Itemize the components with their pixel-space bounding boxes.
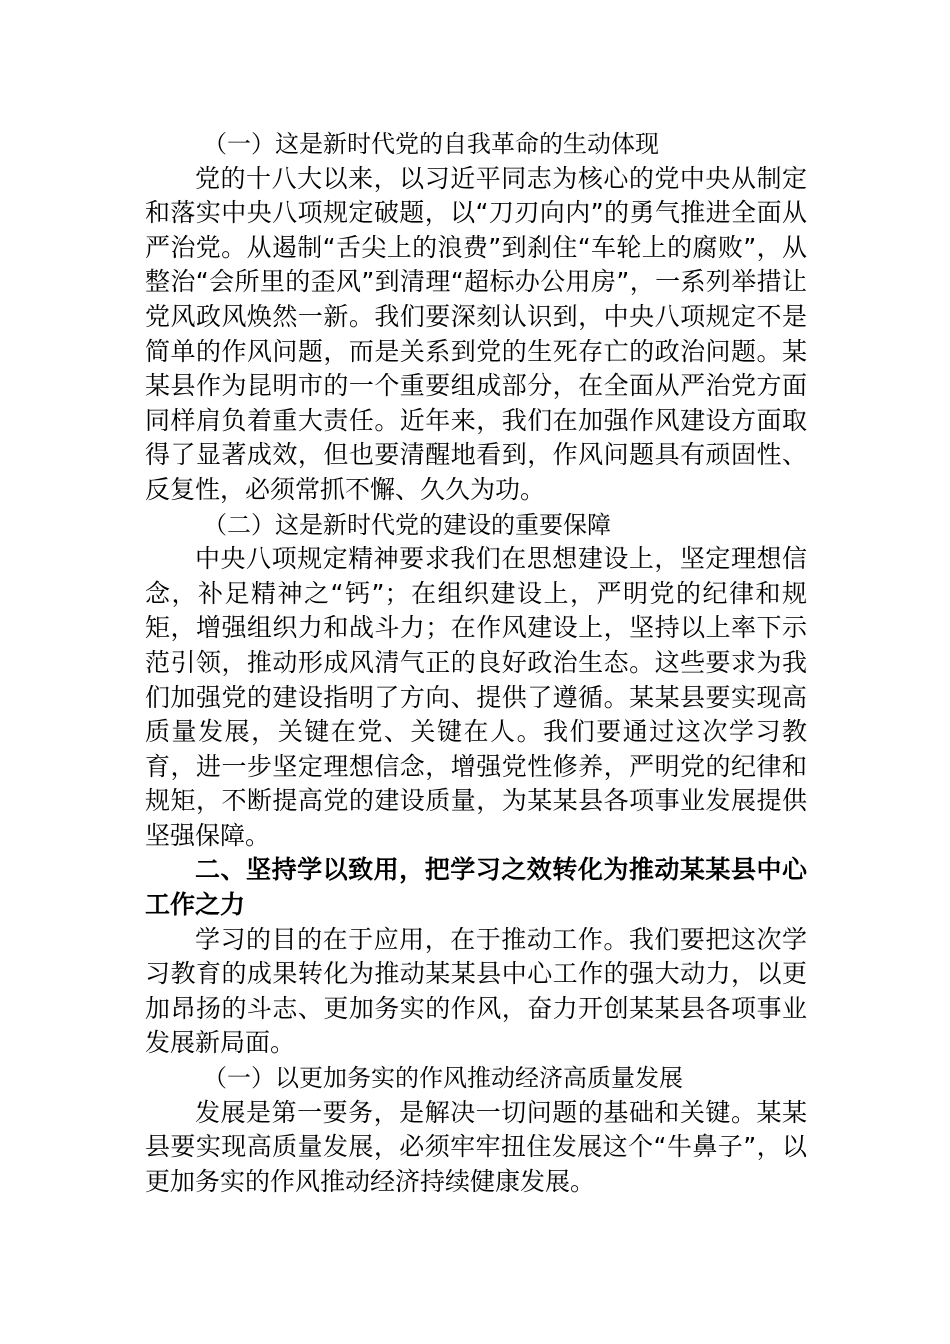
- part-heading-2: 二、坚持学以致用，把学习之效转化为推动某某县中心工作之力: [145, 855, 807, 920]
- paragraph-section-2: 中央八项规定精神要求我们在思想建设上，坚定理想信念，补足精神之“钙”；在组织建设上，严明党的纪律和规矩，增强组织力和战斗力；在作风建设上，坚持以上率下示范引领，推动形成风清气正的良好政治生态。这些要求为我们加强党的建设指明了方向、提供了遵循。某某县要实现高质量发展，关键在党、关键在人。我们要通过这次学习教育，进一步坚定理想信念，增强党性修养，严明党的纪律和规矩，不断提高党的建设质量，为某某县各项事业发展提供坚强保障。: [145, 544, 807, 850]
- section-heading-2: （二）这是新时代党的建设的重要保障: [203, 510, 611, 539]
- document-body: [145, 127, 807, 1199]
- paragraph-part-2-intro: 学习的目的在于应用，在于推动工作。我们要把这次学习教育的成果转化为推动某某县中心工作的强大动力，以更加昂扬的斗志、更加务实的作风，奋力开创某某县各项事业发展新局面。: [145, 924, 807, 1058]
- section-heading-3: （一）以更加务实的作风推动经济高质量发展: [203, 1064, 683, 1093]
- section-heading-1: （一）这是新时代党的自我革命的生动体现: [203, 130, 659, 158]
- paragraph-section-1: 党的十八大以来，以习近平同志为核心的党中央从制定和落实中央八项规定破题，以“刀刃向内”的勇气推进全面从严治党。从遏制“舌尖上的浪费”到刹住“车轮上的腐败”，从整治“会所里的歪风”到清理“超标办公用房”，一系列举措让党风政风焕然一新。我们要深刻认识到，中央八项规定不是简单的作风问题，而是关系到党的生死存亡的政治问题。某某县作为昆明市的一个重要组成部分，在全面从严治党方面同样肩负着重大责任。近年来，我们在加强作风建设方面取得了显著成效，但也要清醒地看到，作风问题具有顽固性、反复性，必须常抓不懈、久久为功。: [145, 163, 807, 504]
- paragraph-section-3: 发展是第一要务，是解决一切问题的基础和关键。某某县要实现高质量发展，必须牢牢扭住发展这个“牛鼻子”，以更加务实的作风推动经济持续健康发展。: [145, 1097, 807, 1196]
